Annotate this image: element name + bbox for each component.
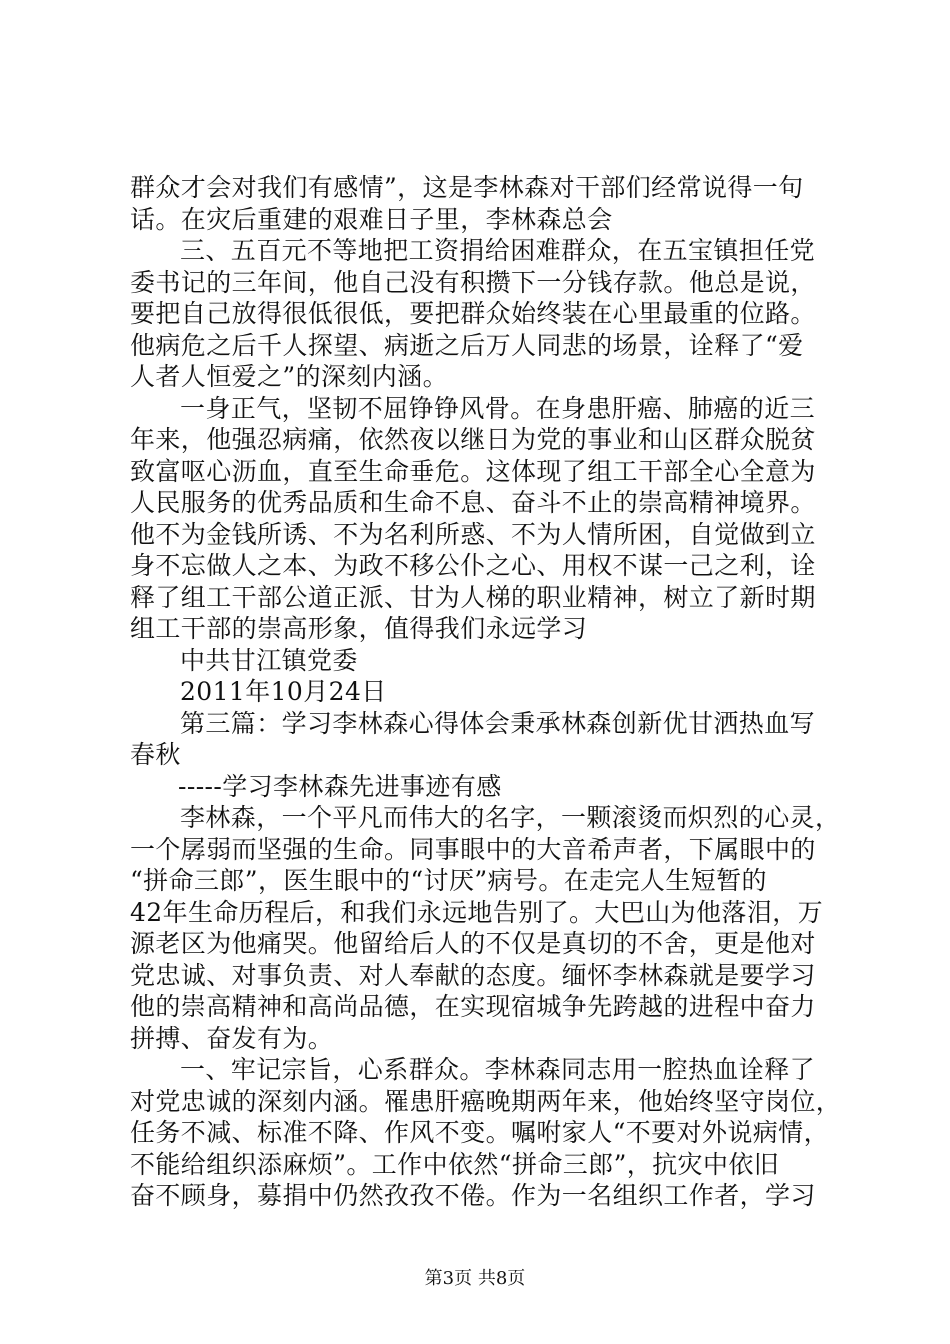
text-line: 不能给组织添麻烦”。工作中依然“拼命三郎”，抗灾中依旧 — [130, 1149, 780, 1179]
text-line: 组工干部的崇高形象，值得我们永远学习 — [130, 614, 588, 643]
signature-organization: 中共甘江镇党委 — [180, 645, 358, 675]
text-line: 他病危之后千人探望、病逝之后万人同悲的场景，诠释了“爱 — [130, 330, 804, 360]
text-line: 42年生命历程后，和我们永远地告别了。大巴山为他落泪，万 — [130, 897, 824, 927]
text-line: 源老区为他痛哭。他留给后人的不仅是真切的不舍，更是他对 — [130, 929, 816, 958]
text-line: 致富呕心沥血，直至生命垂危。这体现了组工干部全心全意为 — [130, 456, 816, 486]
text-line: 话。在灾后重建的艰难日子里，李林森总会 — [130, 204, 613, 234]
paragraph-start: 李林森，一个平凡而伟大的名字，一颗滚烫而炽烈的心灵， — [180, 803, 841, 832]
document-body — [130, 172, 842, 1212]
text-line: 他的崇高精神和高尚品德，在实现宿城争先跨越的进程中奋力 — [130, 992, 816, 1021]
text-line: “拼命三郎”，医生眼中的“讨厌”病号。在走完人生短暂的 — [130, 866, 767, 895]
text-line: 党忠诚、对事负责、对人奉献的态度。缅怀李林森就是要学习 — [130, 960, 816, 990]
text-line: 对党忠诚的深刻内涵。罹患肝癌晚期两年来，他始终坚守岗位， — [130, 1086, 842, 1116]
text-line: 任务不减、标准不降、作风不变。嘱咐家人“不要对外说病情， — [130, 1118, 829, 1147]
text-line: 拼搏、奋发有为。 — [130, 1023, 334, 1053]
section-heading-continued: 春秋 — [130, 740, 181, 769]
text-line: 身不忘做人之本、为政不移公仆之心、用权不谋一己之利，诠 — [130, 551, 816, 580]
text-line: 释了组工干部公道正派、甘为人梯的职业精神，树立了新时期 — [130, 582, 816, 612]
text-line: 年来，他强忍病痛，依然夜以继日为党的事业和山区群众脱贫 — [130, 425, 816, 454]
text-line: 要把自己放得很低很低，要把群众始终装在心里最重的位路。 — [130, 299, 816, 328]
text-line: 群众才会对我们有感情”，这是李林森对干部们经常说得一句 — [130, 173, 804, 202]
paragraph-start: 三、五百元不等地把工资捐给困难群众，在五宝镇担任党 — [180, 236, 816, 265]
section-subtitle: -----学习李林森先进事迹有感 — [178, 771, 502, 801]
text-line: 人民服务的优秀品质和生命不息、奋斗不止的崇高精神境界。 — [130, 488, 816, 517]
signature-date: 2011年10月24日 — [180, 677, 387, 706]
text-line: 奋不顾身，募捐中仍然孜孜不倦。作为一名组织工作者，学习 — [130, 1181, 816, 1210]
section-heading: 第三篇：学习李林森心得体会秉承林森创新优甘洒热血写 — [180, 708, 816, 738]
paragraph-start: 一、牢记宗旨，心系群众。李林森同志用一腔热血诠释了 — [180, 1055, 816, 1084]
text-line: 他不为金钱所诱、不为名利所惑、不为人情所困，自觉做到立 — [130, 519, 816, 549]
text-line: 一个孱弱而坚强的生命。同事眼中的大音希声者，下属眼中的 — [130, 834, 816, 864]
text-line: 人者人恒爱之”的深刻内涵。 — [130, 362, 448, 391]
text-line: 委书记的三年间，他自己没有积攒下一分钱存款。他总是说， — [130, 267, 816, 297]
paragraph-start: 一身正气，坚韧不屈铮铮风骨。在身患肝癌、肺癌的近三 — [180, 393, 816, 423]
page-number-footer: 第3页 共8页 — [424, 1268, 526, 1289]
